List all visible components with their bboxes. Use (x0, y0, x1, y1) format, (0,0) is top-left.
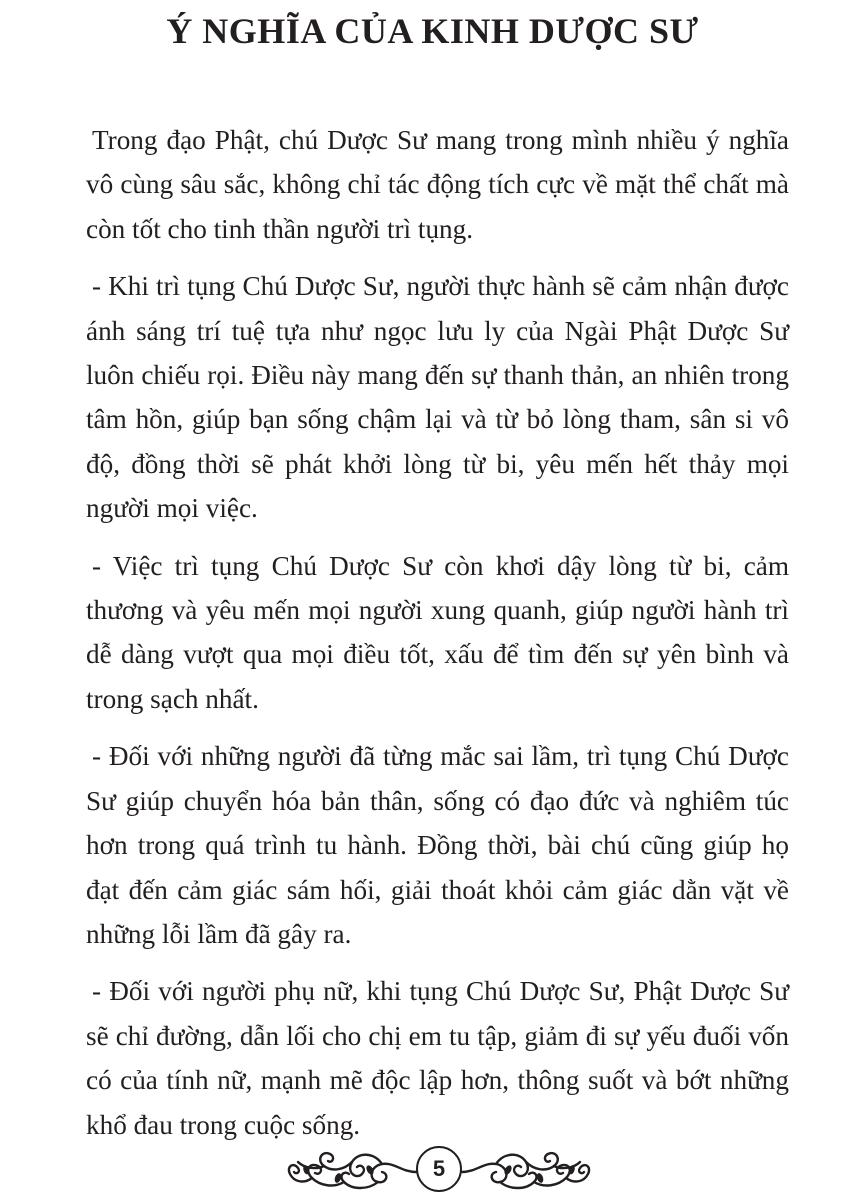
page-number: 5 (416, 1146, 462, 1192)
page-footer (0, 1140, 865, 1200)
paragraph-women: - Đối với người phụ nữ, khi tụng Chú Dược Sư, Phật Dược Sư sẽ chỉ đường, dẫn lối cho chị em tu tập, giảm đi sự yếu đuối vốn có của tính nữ, mạnh mẽ độc lập hơn, thông suốt và bớt những khổ đau trong cuộc sống. (86, 976, 789, 1140)
paragraph-repentance: - Đối với những người đã từng mắc sai lầm, trì tụng Chú Dược Sư giúp chuyển hóa bản thân, sống có đạo đức và nghiêm túc hơn trong quá trình tu hành. Đồng thời, bài chú cũng giúp họ đạt đến cảm giác sám hối, giải thoát khỏi cảm giác dằn vặt về những lỗi lầm đã gây ra. (86, 741, 789, 949)
paragraph-wisdom-light: - Khi trì tụng Chú Dược Sư, người thực hành sẽ cảm nhận được ánh sáng trí tuệ tựa như ngọc lưu ly của Ngài Phật Dược Sư luôn chiếu rọi. Điều này mang đến sự thanh thản, an nhiên trong tâm hồn, giúp bạn sống chậm lại và từ bỏ lòng tham, sân si vô độ, đồng thời sẽ phát khởi lòng từ bi, yêu mến hết thảy mọi người mọi việc. (86, 271, 789, 524)
paragraph-compassion: - Việc trì tụng Chú Dược Sư còn khơi dậy lòng từ bi, cảm thương và yêu mến mọi người xung quanh, giúp người hành trì dễ dàng vượt qua mọi điều tốt, xấu để tìm đến sự yên bình và trong sạch nhất. (86, 550, 789, 714)
scroll-ornament-right-icon (460, 1140, 596, 1200)
page-title: Ý NGHĨA CỦA KINH DƯỢC SƯ (166, 11, 699, 51)
scroll-ornament-left-icon (282, 1140, 418, 1200)
body-text (86, 118, 789, 1160)
paragraph-intro: Trong đạo Phật, chú Dược Sư mang trong mình nhiều ý nghĩa vô cùng sâu sắc, không chỉ tác động tích cực về mặt thể chất mà còn tốt cho tinh thần người trì tụng. (86, 125, 789, 244)
